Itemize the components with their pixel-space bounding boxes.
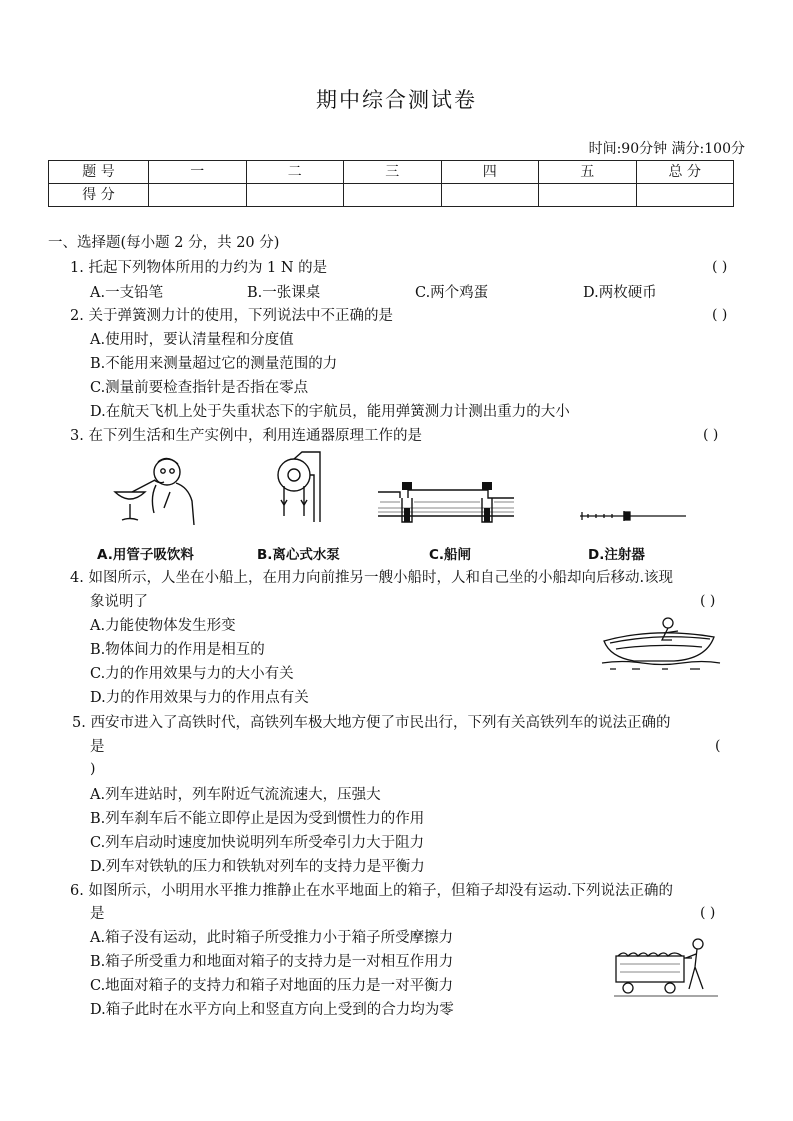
score-row-label: 得 分: [49, 184, 149, 207]
q1-option-d[interactable]: D.两枚硬币: [583, 285, 657, 301]
q6-option-b[interactable]: B.箱子所受重力和地面对箱子的支持力是一对相互作用力: [90, 954, 454, 970]
q1-option-c[interactable]: C.两个鸡蛋: [415, 285, 489, 301]
q3-label-d[interactable]: D.注射器: [588, 547, 645, 563]
q3-figure-a: [110, 452, 205, 534]
q4-option-d[interactable]: D.力的作用效果与力的作用点有关: [90, 690, 309, 706]
q2-option-b[interactable]: B.不能用来测量超过它的测量范围的力: [90, 356, 338, 372]
score-header-cell: 一: [149, 161, 247, 184]
q5-stem-line1: 5. 西安市进入了高铁时代，高铁列车极大地方便了市民出行，下列有关高铁列车的说法正确的: [72, 715, 671, 731]
score-cell[interactable]: [149, 184, 247, 207]
q3-label-c[interactable]: C.船闸: [429, 547, 472, 563]
q5-stem-line2: 是: [90, 739, 105, 755]
q5-option-d[interactable]: D.列车对铁轨的压力和铁轨对列车的支持力是平衡力: [90, 859, 425, 875]
q3-figure-b: [270, 450, 330, 522]
q5-option-c[interactable]: C.列车启动时速度加快说明列车所受牵引力大于阻力: [90, 835, 425, 851]
q4-option-b[interactable]: B.物体间力的作用是相互的: [90, 642, 265, 658]
score-header-cell: 三: [344, 161, 442, 184]
q5-option-a[interactable]: A.列车进站时，列车附近气流流速大，压强大: [90, 787, 381, 803]
score-cell[interactable]: [539, 184, 637, 207]
score-table-header-row: [49, 161, 734, 184]
q3-stem: 3. 在下列生活和生产实例中，利用连通器原理工作的是: [70, 428, 422, 444]
score-header-cell: 二: [246, 161, 344, 184]
q1-stem: 1. 托起下列物体所用的力约为 1 N 的是: [70, 260, 328, 276]
q1-option-a[interactable]: A.一支铅笔: [90, 285, 164, 301]
score-cell[interactable]: [344, 184, 442, 207]
q4-option-c[interactable]: C.力的作用效果与力的大小有关: [90, 666, 294, 682]
q6-answer-paren[interactable]: ( ): [700, 905, 716, 921]
q2-option-d[interactable]: D.在航天飞机上处于失重状态下的宇航员，能用弹簧测力计测出重力的大小: [90, 404, 570, 420]
q2-option-a[interactable]: A.使用时，要认清量程和分度值: [90, 332, 294, 348]
q4-answer-paren[interactable]: ( ): [700, 593, 716, 609]
q1-option-b[interactable]: B.一张课桌: [247, 285, 321, 301]
score-table-score-row: [49, 184, 734, 207]
q1-answer-paren[interactable]: ( ): [712, 259, 728, 275]
section-heading: 一、选择题(每小题 2 分，共 20 分): [48, 235, 280, 251]
q5-answer-paren-close[interactable]: ): [90, 761, 96, 777]
score-header-cell: 题 号: [49, 161, 149, 184]
q4-stem-line2: 象说明了: [90, 594, 148, 610]
score-cell[interactable]: [441, 184, 539, 207]
q4-option-a[interactable]: A.力能使物体发生形变: [90, 618, 236, 634]
page-title: 期中综合测试卷: [316, 88, 477, 112]
q4-stem-line1: 4. 如图所示，人坐在小船上，在用力向前推另一艘小船时，人和自己坐的小船却向后移动.该现: [70, 570, 674, 586]
score-header-cell: 总 分: [636, 161, 734, 184]
q5-answer-paren-open[interactable]: (: [715, 738, 721, 754]
time-info: 时间:90分钟 满分:100分: [588, 141, 745, 157]
q2-answer-paren[interactable]: ( ): [712, 307, 728, 323]
q6-cart-figure: [612, 936, 724, 1000]
score-header-cell: 五: [539, 161, 637, 184]
q2-stem: 2. 关于弹簧测力计的使用，下列说法中不正确的是: [70, 308, 393, 324]
score-header-cell: 四: [441, 161, 539, 184]
q3-answer-paren[interactable]: ( ): [703, 427, 719, 443]
score-table: [48, 160, 734, 207]
q4-boat-figure: [602, 615, 720, 673]
q6-stem-line1: 6. 如图所示，小明用水平推力推静止在水平地面上的箱子，但箱子却没有运动.下列说法正确的: [70, 883, 674, 899]
q3-label-b[interactable]: B.离心式水泵: [257, 547, 340, 563]
q6-stem-line2: 是: [90, 906, 105, 922]
q6-option-a[interactable]: A.箱子没有运动，此时箱子所受推力小于箱子所受摩擦力: [90, 930, 454, 946]
q6-option-d[interactable]: D.箱子此时在水平方向上和竖直方向上受到的合力均为零: [90, 1002, 454, 1018]
q3-label-a[interactable]: A.用管子吸饮料: [97, 547, 194, 563]
score-cell[interactable]: [246, 184, 344, 207]
q3-figure-d: [578, 506, 688, 526]
score-cell[interactable]: [636, 184, 734, 207]
q3-figure-c: [378, 478, 514, 528]
q6-option-c[interactable]: C.地面对箱子的支持力和箱子对地面的压力是一对平衡力: [90, 978, 454, 994]
q2-option-c[interactable]: C.测量前要检查指针是否指在零点: [90, 380, 309, 396]
q5-option-b[interactable]: B.列车刹车后不能立即停止是因为受到惯性力的作用: [90, 811, 425, 827]
